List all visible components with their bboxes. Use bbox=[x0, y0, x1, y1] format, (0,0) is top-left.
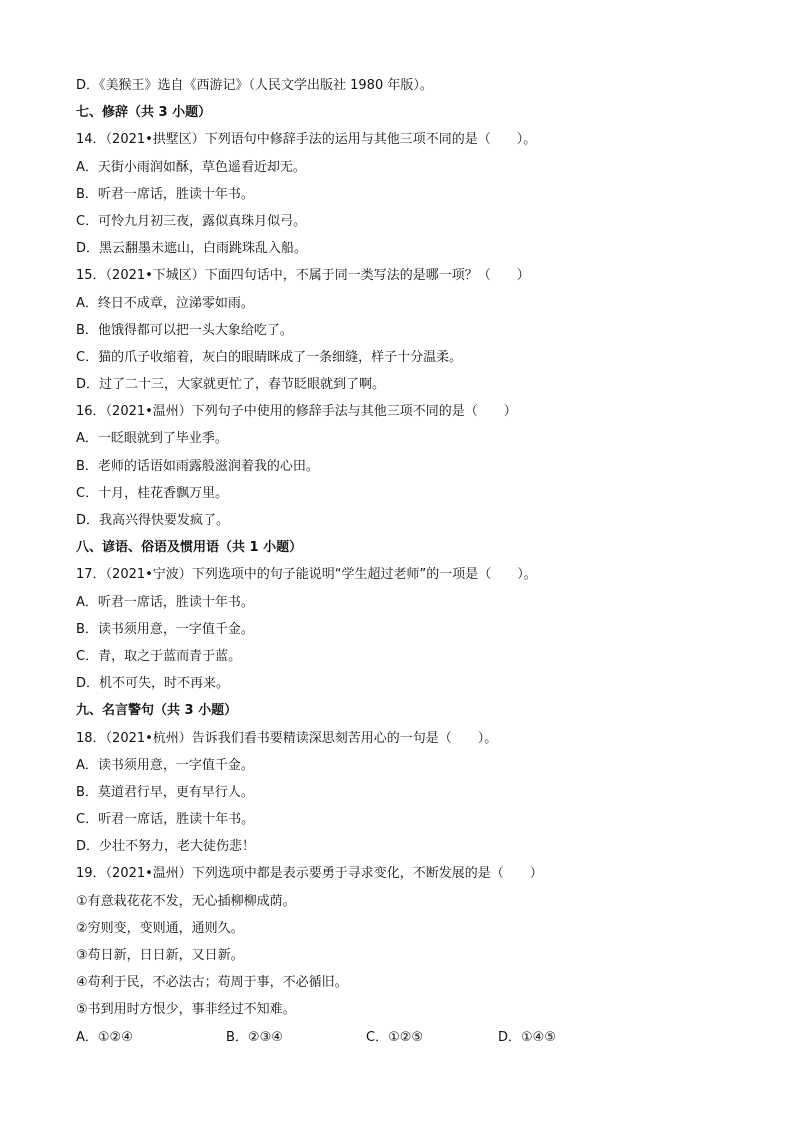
q15-option-c: C．猫的爪子收缩着，灰白的眼睛眯成了一条细缝，样子十分温柔。 bbox=[76, 349, 463, 365]
q17-option-d: D．机不可失，时不再来。 bbox=[76, 676, 230, 692]
q18-stem: 18．（2021•杭州）告诉我们看书要精读深思刻苦用心的一句是（ ）。 bbox=[76, 730, 498, 746]
q19-option-a: A．①②④ bbox=[76, 1029, 133, 1045]
q15-stem: 15．（2021•下城区）下面四句话中，不属于同一类写法的是哪一项？（ ） bbox=[76, 268, 530, 284]
q19-item-3: ③苟日新，日日新，又日新。 bbox=[76, 948, 244, 963]
q18-option-b: B．莫道君行早，更有早行人。 bbox=[76, 784, 254, 800]
q14-option-b: B．听君一席话，胜读十年书。 bbox=[76, 186, 254, 202]
q16-option-b: B．老师的话语如雨露般滋润着我的心田。 bbox=[76, 458, 319, 474]
q16-stem: 16．（2021•温州）下列句子中使用的修辞手法与其他三项不同的是（ ） bbox=[76, 404, 517, 420]
q17-option-c: C．青，取之于蓝而青于蓝。 bbox=[76, 648, 242, 664]
q19-item-1: ①有意栽花花不发，无心插柳柳成荫。 bbox=[76, 893, 296, 909]
q16-option-a: A．一眨眼就到了毕业季。 bbox=[76, 431, 228, 447]
q19-item-5: ⑤书到用时方恨少，事非经过不知难。 bbox=[76, 1002, 296, 1018]
q15-option-a: A．终日不成章，泣涕零如雨。 bbox=[76, 295, 254, 311]
q15-option-d: D．过了二十三，大家就更忙了，春节眨眼就到了啊。 bbox=[76, 377, 386, 393]
q19-options bbox=[76, 1024, 736, 1051]
q19-option-c: C．①②⑤ bbox=[366, 1029, 424, 1045]
section-proverbs-title: 八、谚语、俗语及惯用语（共 1 小题） bbox=[76, 540, 303, 556]
q16-option-c: C．十月，桂花香飘万里。 bbox=[76, 485, 229, 501]
q18-option-a: A．读书须用意，一字值千金。 bbox=[76, 757, 254, 773]
q18-option-d: D．少壮不努力，老大徒伤悲！ bbox=[76, 839, 256, 855]
q17-option-b: B．读书须用意，一字值千金。 bbox=[76, 621, 254, 637]
q19-option-b: B．②③④ bbox=[226, 1029, 283, 1045]
q19-stem: 19．（2021•温州）下列选项中都是表示要勇于寻求变化，不断发展的是（ ） bbox=[76, 866, 543, 882]
prev-option-d: D．《美猴王》选自《西游记》（人民文学出版社 1980 年版）。 bbox=[76, 78, 433, 93]
document-page bbox=[76, 72, 736, 1051]
q18-option-c: C．听君一席话，胜读十年书。 bbox=[76, 812, 255, 828]
q19-item-4: ④苟利于民，不必法古；苟周于事，不必循旧。 bbox=[76, 975, 348, 991]
q14-stem: 14．（2021•拱墅区）下列语句中修辞手法的运用与其他三项不同的是（ ）。 bbox=[76, 132, 537, 148]
section-rhetoric-title: 七、修辞（共 3 小题） bbox=[76, 105, 212, 121]
section-quotes-title: 九、名言警句（共 3 小题） bbox=[76, 703, 238, 719]
q14-option-d: D．黑云翻墨未遮山，白雨跳珠乱入船。 bbox=[76, 241, 308, 257]
q19-item-2: ②穷则变，变则通，通则久。 bbox=[76, 920, 244, 936]
q14-option-a: A．天街小雨润如酥，草色遥看近却无。 bbox=[76, 159, 306, 175]
q15-option-b: B．他饿得都可以把一头大象给吃了。 bbox=[76, 322, 293, 338]
q17-option-a: A．听君一席话，胜读十年书。 bbox=[76, 594, 254, 610]
q14-option-c: C．可怜九月初三夜，露似真珠月似弓。 bbox=[76, 213, 307, 229]
q17-stem: 17．（2021•宁波）下列选项中的句子能说明“学生超过老师”的一项是（ ）。 bbox=[76, 567, 537, 583]
q16-option-d: D．我高兴得快要发疯了。 bbox=[76, 513, 230, 528]
q19-option-d: D．①④⑤ bbox=[498, 1029, 556, 1045]
